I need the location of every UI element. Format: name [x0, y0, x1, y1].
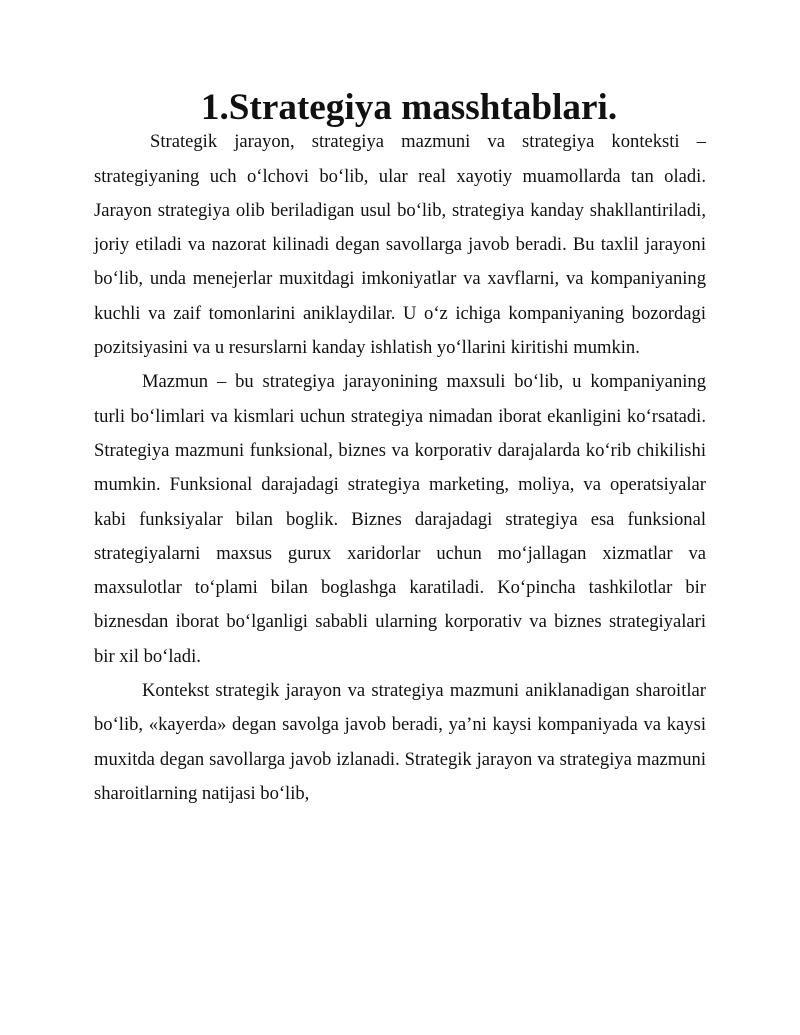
paragraph-process: Strategik jarayon, strategiya mazmuni va strategiya konteksti – strategiyaning uch o‘lchovi bo‘lib, ular real xayotiy muamollarda tan oladi. Jarayon strategiya olib beriladigan usul bo‘lib, strategiya kanday shakllantiriladi, joriy etiladi va nazorat kilinadi degan savollarga javob beradi. Bu taxlil jarayoni bo‘lib, unda menejerlar muxitdagi imkoniyatlar va xavflarni, va kompaniyaning kuchli va zaif tomonlarini aniklaydilar. U o‘z ichiga kompaniyaning bozordagi pozitsiyasini va u resurslarni kanday ishlatish yo‘llarini kiritishi mumkin.: [94, 131, 706, 359]
paragraph-context: Kontekst strategik jarayon va strategiya mazmuni aniklanadigan sharoitlar bo‘lib, «kayerda» degan savolga javob beradi, ya’ni kaysi kompaniyada va kaysi muxitda degan savollarga javob izlanadi. Strategik jarayon va strategiya mazmuni sharoitlarning natijasi bo‘lib,: [94, 680, 706, 804]
paragraph-content: Mazmun – bu strategiya jarayonining maxsuli bo‘lib, u kompaniyaning turli bo‘limlari va kismlari uchun strategiya nimadan iborat ekanligini ko‘rsatadi. Strategiya mazmuni funksional, biznes va korporativ darajalarda ko‘rib chikilishi mumkin. Funksional darajadagi strategiya marketing, moliya, va operatsiyalar kabi funksiyalar bilan boglik. Biznes darajadagi strategiya esa funksional strategiyalarni maxsus gurux xaridorlar uchun mo‘jallagan xizmatlar va maxsulotlar to‘plami bilan boglashga karatiladi. Ko‘pincha tashkilotlar bir biznesdan iborat bo‘lganligi sababli ularning korporativ va biznes strategiyalari bir xil bo‘ladi.: [94, 371, 706, 667]
section-title: 1.Strategiya masshtablari.: [200, 87, 618, 128]
document-page: [94, 87, 706, 811]
